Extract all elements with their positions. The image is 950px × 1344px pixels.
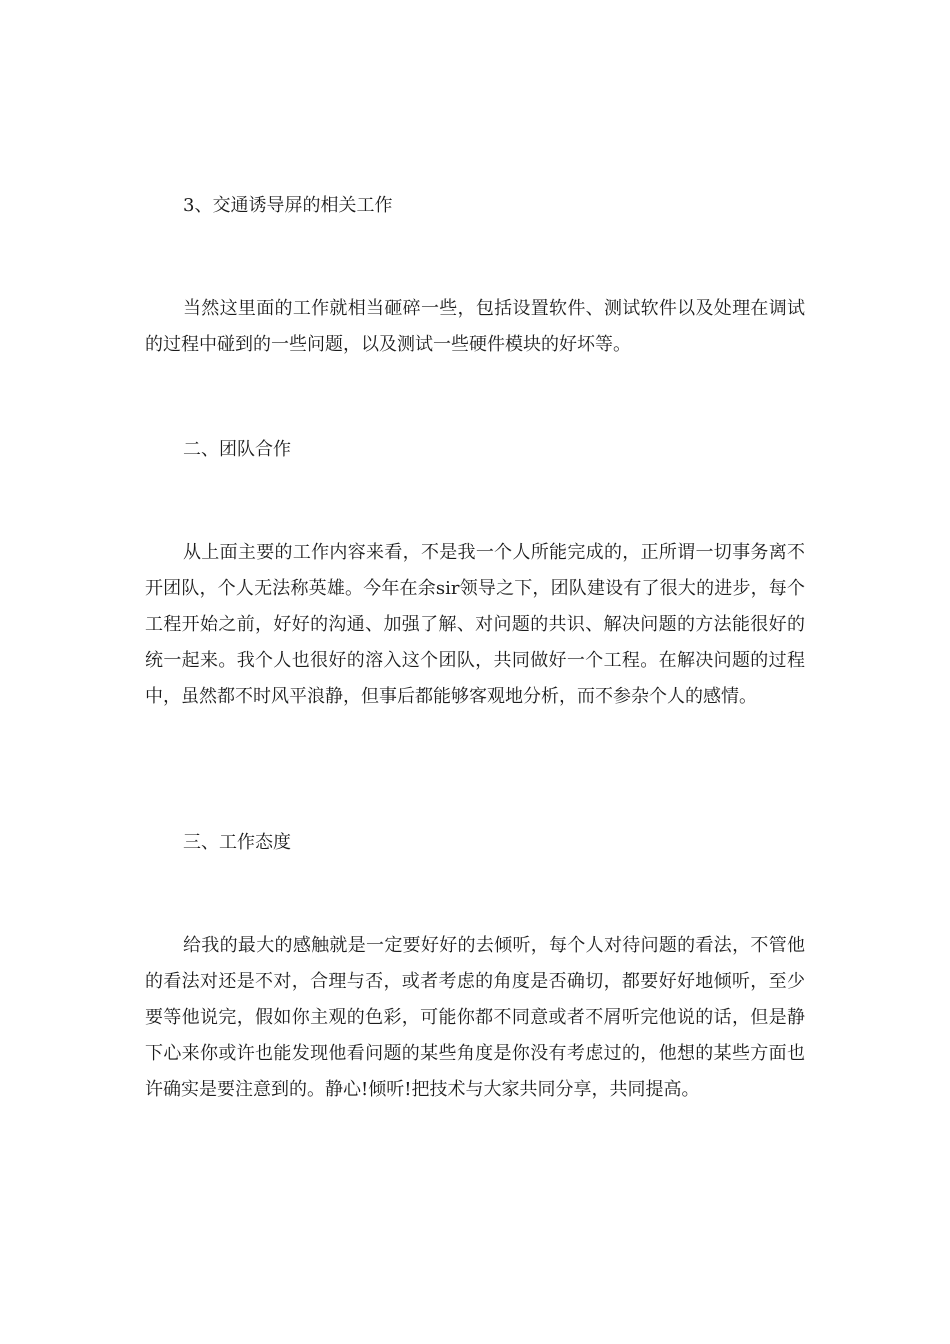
section-body-teamwork: 从上面主要的工作内容来看，不是我一个人所能完成的，正所谓一切事务离不开团队，个人无法称英雄。今年在余sir领导之下，团队建设有了很大的进步，每个工程开始之前，好好的沟通、加强了解、对问题的共识、解决问题的方法能很好的统一起来。我个人也很好的溶入这个团队，共同做好一个工程。在解决问题的过程中，虽然都不时风平浪静，但事后都能够客观地分析，而不参杂个人的感情。: [145, 542, 805, 707]
section-heading-work-attitude: 三、工作态度: [183, 832, 291, 853]
section-heading-traffic-screen: 3、交通诱导屏的相关工作: [183, 195, 393, 216]
section-body-traffic-screen: 当然这里面的工作就相当砸碎一些，包括设置软件、测试软件以及处理在调试的过程中碰到的一些问题，以及测试一些硬件模块的好坏等。: [145, 298, 805, 355]
section-body-work-attitude: 给我的最大的感触就是一定要好好的去倾听，每个人对待问题的看法，不管他的看法对还是不对，合理与否，或者考虑的角度是否确切，都要好好地倾听，至少要等他说完，假如你主观的色彩，可能你都不同意或者不屑听完他说的话，但是静下心来你或许也能发现他看问题的某些角度是你没有考虑过的，他想的某些方面也许确实是要注意到的。静心!倾听!把技术与大家共同分享，共同提高。: [145, 935, 805, 1100]
section-heading-teamwork: 二、团队合作: [183, 439, 291, 460]
